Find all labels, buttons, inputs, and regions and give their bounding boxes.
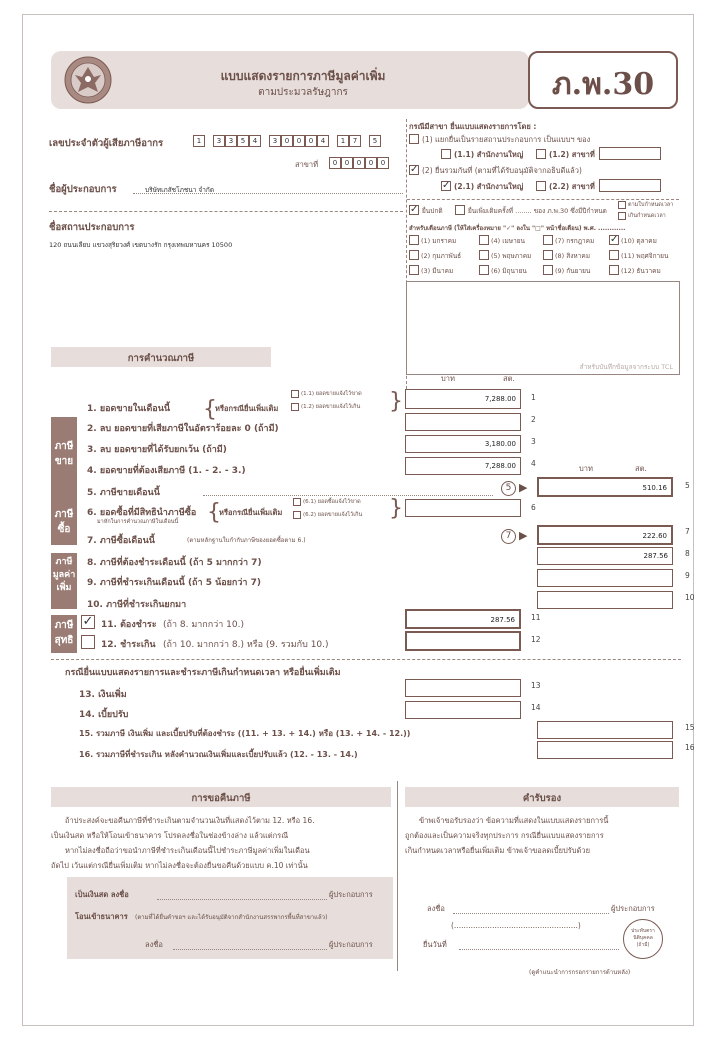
line11-note: (ถ้า 8. มากกว่า 10.) [163,620,244,630]
month-hint: สำหรับเดือนภาษี (ให้ใส่เครื่องหมาย "✓" ลงใน "□" หน้าชื่อเดือน) พ.ศ. ............ [409,225,626,232]
line1-1-label: (1.1) ยอดขายแจ้งไว้ขาด [301,391,362,397]
side-vat: ภาษี มูลค่า เพิ่ม [51,553,77,609]
side-purchase-tax: ภาษี ซื้อ [51,501,77,545]
line-number: 13 [531,681,541,690]
side-sales-tax: ภาษี ขาย [51,417,77,501]
normal-filing-label: ยื่นปกติ [422,207,443,215]
side-net-tax: ภาษี สุทธิ [51,615,77,653]
arrow-right-icon: ▶ [519,481,528,494]
line3-label: 3. ลบ ยอดขายที่ได้รับยกเว้น (ถ้ามี) [87,445,227,455]
additional-filing-label: ยื่นเพิ่มเติมครั้งที่ ........ ของ ภ.พ.30 ซึ่งมีปีกำหนด [468,207,607,215]
month-label: (12) ธันวาคม [621,267,661,275]
line3-value-box[interactable] [405,435,521,453]
line4-label: 4. ยอดขายที่ต้องเสียภาษี (1. - 2. - 3.) [87,466,246,476]
line16-value-box[interactable] [537,741,673,759]
month-label: (2) กุมภาพันธ์ [421,252,462,260]
line14-label: 14. เบี้ยปรับ [79,710,129,720]
line6-2-label: (6.2) ยอดขายแจ้งไว้เกิน [303,512,363,518]
divider [407,199,679,200]
tax-id-field[interactable] [193,135,403,149]
refund-text: ถ้าประสงค์จะขอคืนภาษีที่ชำระเกินตามจำนวนเงินที่แสดงไว้ตาม 12. หรือ 16. [65,816,315,825]
month-label: (7) กรกฎาคม [555,237,595,245]
month-checkbox-jun[interactable] [479,265,489,275]
line6-1-label: (6.1) ยอดซื้อแจ้งไว้ขาด [303,499,361,505]
opt1-label: (1) แยกยื่นเป็นรายสถานประกอบการ เป็นแบบฯ ของ [422,135,591,144]
line-number: 4 [531,459,536,468]
certify-operator-label: ผู้ประกอบการ [611,904,655,913]
certify-text: เกินกำหนดเวลาหรือยื่นเพิ่มเติม ข้าพเจ้าขอลดเบี้ยปรับด้วย [405,846,591,855]
refund-text: เป็นเงินสด หรือให้โอนเข้าธนาคาร โปรดลงชื่อในช่องข้างล่าง แล้วแต่กรณี [51,831,289,840]
tax-id-digit: 4 [317,135,329,147]
line6-2-checkbox[interactable] [293,511,301,519]
branch-no-label: สาขาที่ [295,160,319,169]
month-checkbox-apr[interactable] [479,235,489,245]
branch-digit: 0 [365,157,377,169]
line-number: 16 [685,743,695,752]
vat-form-page [22,14,694,1026]
line7-note: (ตามหลักฐานใบกำกับภาษีของยอดซื้อตาม 6.) [187,537,306,544]
section-divider [397,781,398,971]
seal-circle [623,919,663,959]
line9-label: 9. ภาษีที่ชำระเกินเดือนนี้ (ถ้า 5 น้อยกว่า 7) [87,578,261,588]
opt2-label: (2) ยื่นรวมกันที่ (ตามที่ได้รับอนุมัติจากอธิบดีแล้ว) [422,166,582,175]
line6-or: หรือกรณียื่นเพิ่มเติม [219,508,283,517]
line5-value: 510.16 [642,484,667,492]
dotline [203,495,493,496]
line7-value-box[interactable] [537,525,673,545]
line4-value: 7,288.00 [484,462,516,470]
month-checkbox-mar[interactable] [409,265,419,275]
line-number: 1 [531,393,536,402]
month-checkbox-jul[interactable] [543,235,553,245]
brace-icon: { [207,500,221,525]
seal-text: ประทับตรา นิติบุคคล (ถ้ามี) [631,928,655,948]
refund-text: หากไม่ลงชื่อถือว่าขอนำภาษีที่ชำระเกินเดือนนี้ไปชำระภาษีมูลค่าเพิ่มในเดือน [65,846,310,855]
line16-label: 16. รวมภาษีที่ชำระเกิน หลังคำนวณเงินเพิ่มและเบี้ยปรับแล้ว (12. - 13. - 14.) [79,750,358,759]
brace-icon: } [389,496,403,521]
form-title: แบบแสดงรายการภาษีมูลค่าเพิ่ม [220,69,386,83]
month-checkbox-sep[interactable] [543,265,553,275]
opt1-2-checkbox[interactable] [536,149,546,159]
branch-no-field[interactable] [329,157,393,171]
brace-icon: } [389,389,403,414]
brace-icon: { [203,397,217,422]
divider [49,211,403,212]
refund-heading: การขอคืนภาษี [191,793,251,804]
line15-label: 15. รวมภาษี เงินเพิ่ม และเบี้ยปรับที่ต้องชำระ ((11. + 13. + 14.) หรือ (13. + 14. - 12.)) [79,729,411,738]
month-label: (8) สิงหาคม [555,252,590,260]
line-number: 12 [531,635,541,644]
line12-checkbox[interactable] [81,635,95,649]
opt1-2-label: (1.2) สาขาที่ [549,150,595,159]
tax-id-digit: 5 [369,135,381,147]
month-label: (3) มีนาคม [421,267,454,275]
tcl-note: สำหรับบันทึกข้อมูลจากระบบ TCL [579,363,673,371]
satang-header-right: สต. [635,464,647,473]
refund-bank-label: โอนเข้าธนาคาร [75,912,128,921]
month-checkbox-jan[interactable] [409,235,419,245]
line10-value-box[interactable] [537,591,673,609]
opt2-1-label: (2.1) สำนักงานใหญ่ [454,182,524,191]
opt1-checkbox[interactable] [409,134,419,144]
garuda-emblem-icon [63,55,113,105]
line8-label: 8. ภาษีที่ต้องชำระเดือนนี้ (ถ้า 5 มากกว่า 7) [87,558,262,568]
line8-value-box[interactable] [537,547,673,565]
line7-label: 7. ภาษีซื้อเดือนนี้ [87,536,155,546]
tax-id-digit: 1 [193,135,205,147]
late-heading: กรณียื่นแบบแสดงรายการและชำระภาษีเกินกำหนดเวลา หรือยื่นเพิ่มเติม [65,668,341,678]
month-checkbox-aug[interactable] [543,250,553,260]
line-number: 2 [531,415,536,424]
certify-text: ข้าพเจ้าขอรับรองว่า ข้อความที่แสดงในแบบแสดงรายการนี้ [419,816,609,825]
line-number: 14 [531,703,541,712]
month-grid [409,235,679,279]
additional-filing-checkbox[interactable] [455,205,465,215]
line11-value: 287.56 [490,616,515,624]
line-number: 10 [685,593,695,602]
form-subtitle: ตามประมวลรัษฎากร [258,87,348,98]
tax-id-digit: 0 [281,135,293,147]
line8-value: 287.56 [643,552,668,560]
branch-digit: 0 [353,157,365,169]
line-number: 7 [685,527,690,536]
satang-header: สต. [503,374,515,383]
divider [51,659,681,660]
line2-label: 2. ลบ ยอดขายที่เสียภาษีในอัตราร้อยละ 0 (ถ้ามี) [87,424,279,434]
month-label: (1) มกราคม [421,237,457,245]
over-label: เกินกำหนดเวลา [628,213,666,219]
opt2-1-checkbox[interactable]: ✓ [442,180,451,191]
tax-id-digit: 0 [305,135,317,147]
line1-2-label: (1.2) ยอดขายแจ้งไว้เกิน [301,404,361,410]
certify-name-paren[interactable]: (....................................................) [451,921,581,930]
line-number: 5 [685,481,690,490]
opt2-2-checkbox[interactable] [536,181,546,191]
signature-line[interactable] [173,949,327,950]
normal-filing-checkbox[interactable]: ✓ [410,204,419,215]
certify-date-label: ยื่นวันที่ [423,940,447,949]
tax-id-digit: 3 [225,135,237,147]
branch-digit: 0 [329,157,341,169]
certify-sign-label: ลงชื่อ [427,904,445,913]
late-checkbox[interactable] [618,201,626,209]
refund-operator-label: ผู้ประกอบการ [329,890,373,899]
tax-id-digit: 5 [237,135,249,147]
circle-7-icon: 7 [501,529,516,544]
refund-cash-label: เป็นเงินสด ลงชื่อ [75,890,129,899]
opt2-2-label: (2.2) สาขาที่ [549,182,595,191]
line5-label: 5. ภาษีขายเดือนนี้ [87,488,160,498]
operator-label: ชื่อผู้ประกอบการ [49,184,117,195]
place-label: ชื่อสถานประกอบการ [49,222,135,233]
line1-2-checkbox[interactable] [291,403,299,411]
line1-value: 7,288.00 [484,395,516,403]
form-code-box [528,51,678,109]
line6-value-box[interactable] [405,499,521,517]
certify-text: ถูกต้องและเป็นความจริงทุกประการ กรณียื่นแบบแสดงรายการ [405,831,604,840]
operator-name[interactable]: บริษัทเภสัชโภชนา จำกัด [145,186,215,194]
line4-value-box[interactable] [405,457,521,475]
line1-or: หรือกรณียื่นเพิ่มเติม [215,404,279,413]
line13-value-box[interactable] [405,679,521,697]
opt2-checkbox[interactable]: ✓ [410,164,419,175]
signature-line[interactable] [453,913,609,914]
line12-label: 12. ชำระเกิน [101,640,156,650]
line14-value-box[interactable] [405,701,521,719]
signature-line[interactable] [157,899,327,900]
line11-value-box[interactable] [405,609,521,629]
line-number: 6 [531,503,536,512]
line1-label: 1. ยอดขายในเดือนนี้ [87,404,170,414]
tcl-box [406,281,680,375]
branch-digit: 0 [377,157,389,169]
month-checkbox-feb[interactable] [409,250,419,260]
date-line[interactable] [459,949,619,950]
month-label: (11) พฤศจิกายน [621,252,669,260]
line5-value-box[interactable] [537,477,673,497]
line-number: 3 [531,437,536,446]
branch-options-heading: กรณีมีสาขา ยื่นแบบแสดงรายการโดย : [409,122,537,131]
opt1-1-label: (1.1) สำนักงานใหญ่ [454,150,524,159]
line6-label: 6. ยอดซื้อที่มีสิทธินำภาษีซื้อ [87,508,197,518]
late-label: ตามใบกำหนดเวลา [628,202,674,208]
line-number: 9 [685,571,690,580]
tax-id-label: เลขประจำตัวผู้เสียภาษีอากร [49,138,164,149]
circle-5-icon: 5 [501,481,516,496]
month-checkbox-may[interactable] [479,250,489,260]
opt2-2-branch-field[interactable] [599,179,661,192]
line13-label: 13. เงินเพิ่ม [79,690,127,700]
month-label: (9) กันยายน [555,267,591,275]
line7-value: 222.60 [642,532,667,540]
month-checkbox-oct[interactable]: ✓ [610,234,619,245]
month-label: (5) พฤษภาคม [491,252,532,260]
refund-bank-note: (ตามที่ได้ยื่นคำขอฯ และได้รับอนุมัติจากสำนักงานสรรพากรพื้นที่สาขาแล้ว) [135,914,328,921]
line-number: 15 [685,723,695,732]
tax-id-digit: 4 [249,135,261,147]
month-label: (10) ตุลาคม [621,237,657,245]
address-text[interactable]: 120 ถนนเลียบ แขวงสุริยวงศ์ เขตบางรัก กรุงเทพมหานคร 10500 [49,241,233,249]
month-label: (4) เมษายน [491,237,525,245]
over-checkbox[interactable] [618,212,626,220]
calc-heading: การคำนวณภาษี [127,353,195,364]
line3-value: 3,180.00 [484,440,516,448]
tax-id-digit: 1 [337,135,349,147]
month-checkbox-nov[interactable] [609,250,619,260]
line1-value-box[interactable] [405,389,521,409]
tax-id-digit: 7 [349,135,361,147]
line11-label: 11. ต้องชำระ [101,620,157,630]
line-number: 8 [685,549,690,558]
line12-value-box[interactable] [405,631,521,651]
line10-label: 10. ภาษีที่ชำระเกินยกมา [87,600,187,610]
baht-header: บาท [441,374,455,383]
certify-note: (ดูคำแนะนำการกรอกรายการด้านหลัง) [529,969,631,976]
line9-value-box[interactable] [537,569,673,587]
arrow-right-icon: ▶ [519,529,528,542]
line11-checkbox[interactable]: ✓ [82,614,94,629]
line6-1-checkbox[interactable] [293,498,301,506]
month-checkbox-dec[interactable] [609,265,619,275]
refund-operator-label: ผู้ประกอบการ [329,940,373,949]
certify-heading: คำรับรอง [522,793,562,804]
baht-header-right: บาท [579,464,593,473]
line6-sublabel: มาหักในการคำนวณภาษีในเดือนนี้ [97,519,179,525]
refund-sign-label: ลงชื่อ [145,940,163,949]
refund-text: ถัดไป เว้นแต่กรณียื่นเพิ่มเติม หากไม่ลงชื่อจะต้องยื่นขอคืนด้วยแบบ ค.10 เท่านั้น [51,861,308,870]
opt1-1-checkbox[interactable] [441,149,451,159]
line15-value-box[interactable] [537,721,673,739]
line2-value-box[interactable] [405,413,521,431]
tax-id-digit: 3 [269,135,281,147]
form-code: ภ.พ.30 [551,67,655,102]
branch-digit: 0 [341,157,353,169]
line12-note: (ถ้า 10. มากกว่า 8.) หรือ (9. รวมกับ 10.) [163,640,329,650]
line-number: 11 [531,613,541,622]
tax-id-digit: 3 [213,135,225,147]
line1-1-checkbox[interactable] [291,390,299,398]
month-label: (6) มิถุนายน [491,267,527,275]
tax-id-digit: 0 [293,135,305,147]
opt1-2-branch-field[interactable] [599,147,661,160]
